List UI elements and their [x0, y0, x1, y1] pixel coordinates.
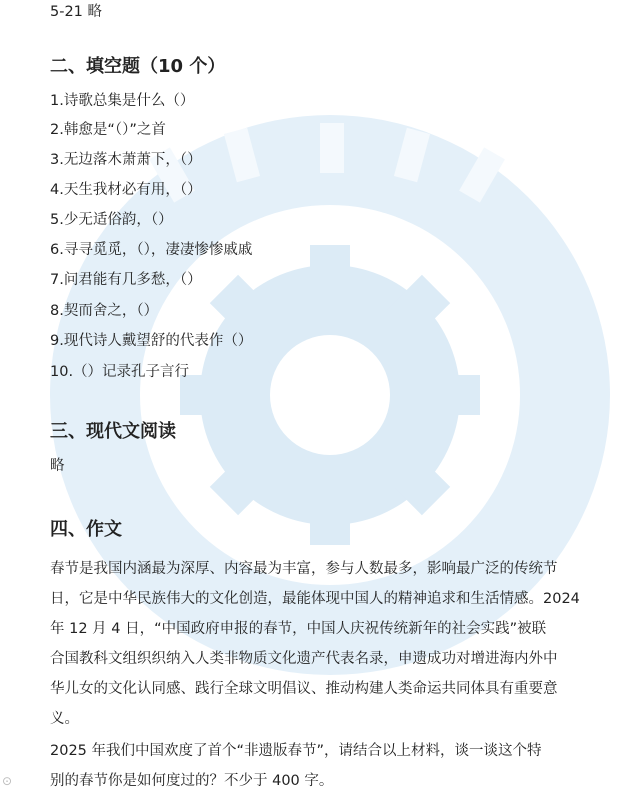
list-item: 1.诗歌总集是什么（） [50, 93, 195, 109]
essay-line: 合国教科文组织织纳入人类非物质文化遗产代表名录，申遗成功对增进海内外中 [50, 651, 558, 667]
section3-heading: 三、现代文阅读 [50, 421, 176, 442]
essay-line: 义。 [50, 711, 79, 727]
essay-line: 年 12 月 4 日，“中国政府申报的春节，中国人庆祝传统新年的社会实践”被联 [50, 621, 547, 637]
list-item: 8.契而舍之，（） [50, 303, 159, 319]
essay-line: 春节是我国内涵最为深厚、内容最为丰富，参与人数最多，影响最广泛的传统节 [50, 561, 558, 577]
list-item: 4.天生我材必有用，（） [50, 182, 202, 198]
list-item: 2.韩愈是“（）”之首 [50, 122, 166, 138]
list-item: 9.现代诗人戴望舒的代表作（） [50, 333, 253, 349]
corner-logo-icon: ⊙ [2, 774, 13, 788]
list-item: 6.寻寻觅觅，（），凄凄惨惨戚戚 [50, 242, 253, 258]
list-item: 5.少无适俗韵，（） [50, 212, 173, 228]
list-item: 3.无边落木萧萧下，（） [50, 152, 202, 168]
section3-body: 略 [50, 458, 65, 474]
section2-heading: 二、填空题（10 个） [50, 56, 226, 77]
list-item: 10.（）记录孔子言行 [50, 364, 190, 380]
essay-line: 日，它是中华民族伟大的文化创造，最能体现中国人的精神追求和生活情感。2024 [50, 591, 580, 607]
list-item: 7.问君能有几多愁，（） [50, 272, 202, 288]
essay-prompt-line: 2025 年我们中国欢度了首个“非遗版春节”，请结合以上材料，谈一谈这个特 [50, 743, 542, 759]
section4-heading: 四、作文 [50, 519, 122, 540]
essay-prompt-line: 别的春节你是如何度过的？不少于 400 字。 [50, 773, 334, 789]
essay-line: 华儿女的文化认同感、践行全球文明倡议、推动构建人类命运共同体具有重要意 [50, 681, 558, 697]
top-line: 5-21 略 [50, 4, 103, 20]
